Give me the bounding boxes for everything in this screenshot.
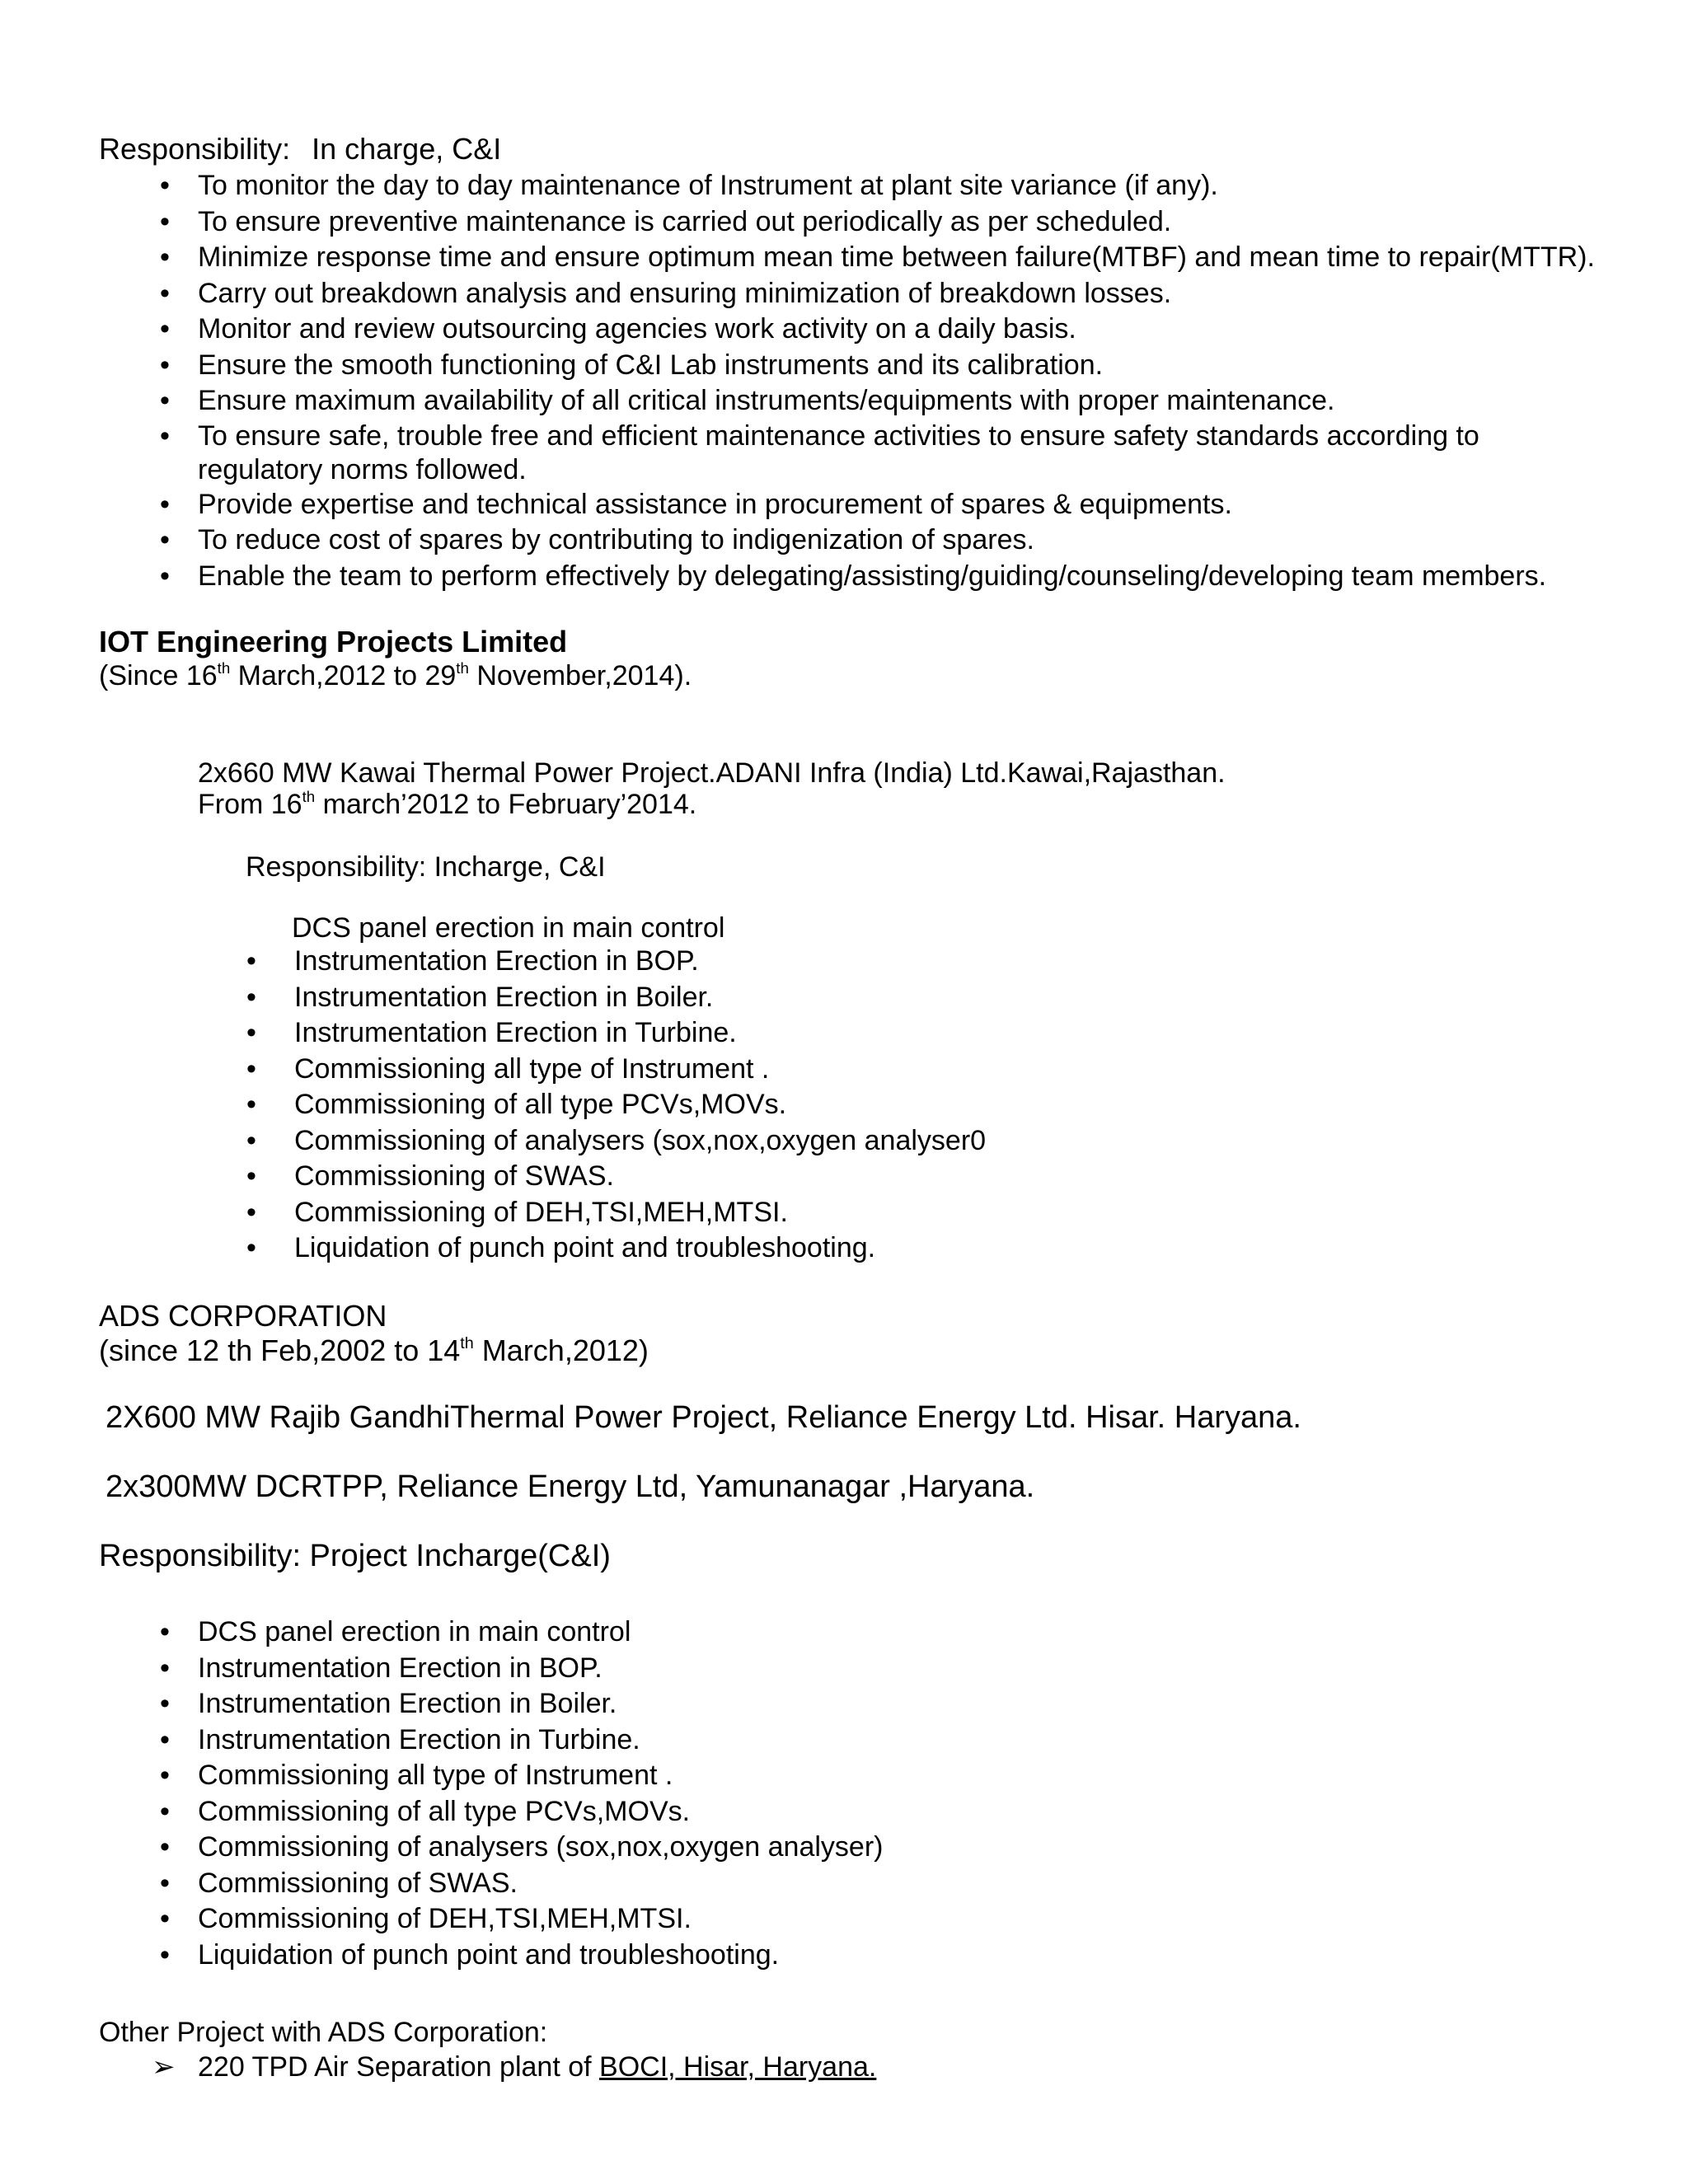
company-title-iot: IOT Engineering Projects Limited [99, 625, 568, 658]
list-item: • Ensure the smooth functioning of C&I Lab instruments and its calibration. [160, 349, 1104, 381]
responsibility-value: In charge, C&I [312, 132, 502, 166]
list-item: • Commissioning of analysers (sox,nox,oxygen analyser0 [246, 1124, 987, 1156]
list-item: • Commissioning all type of Instrument . [246, 1052, 770, 1085]
ads-period: (since 12 th Feb,2002 to 14th March,2012) [99, 1333, 649, 1367]
list-item: • To ensure preventive maintenance is carried out periodically as per scheduled. [160, 205, 1172, 237]
list-item: • To monitor the day to day maintenance of Instrument at plant site variance (if any). [160, 170, 1218, 201]
list-item: • Commissioning all type of Instrument . [160, 1760, 673, 1791]
iot-project: 2x660 MW Kawai Thermal Power Project.ADANI Infra (India) Ltd.Kawai,Rajasthan. [198, 757, 1226, 789]
responsibility-list [160, 168, 1595, 594]
ads-project-2: 2x300MW DCRTPP, Reliance Energy Ltd, Yamunanagar ,Haryana. [106, 1469, 1035, 1504]
list-item: • Commissioning of DEH,TSI,MEH,MTSI. [160, 1903, 692, 1934]
list-item: • Enable the team to perform effectively by delegating/assisting/guiding/counseling/developing team members. [160, 560, 1547, 592]
ads-list [160, 1615, 884, 1973]
iot-project-dates: From 16th march’2012 to February’2014. [198, 787, 697, 820]
iot-responsibility: Responsibility: Incharge, C&I [246, 851, 606, 883]
list-item: • Instrumentation Erection in Turbine. [246, 1017, 737, 1048]
other-project-item: ➢ 220 TPD Air Separation plant of BOCI, Hisar, Haryana. [152, 2051, 877, 2083]
other-projects-heading: Other Project with ADS Corporation: [99, 2017, 548, 2048]
list-item: • Provide expertise and technical assistance in procurement of spares & equipments. [160, 488, 1232, 520]
list-item: • Commissioning of SWAS. [246, 1160, 614, 1192]
ads-project-1: 2X600 MW Rajib GandhiThermal Power Project, Reliance Energy Ltd. Hisar. Haryana. [106, 1400, 1301, 1435]
other-project-location: BOCI, Hisar, Haryana. [599, 2051, 877, 2083]
list-item: • Commissioning of all type PCVs,MOVs. [246, 1089, 787, 1120]
list-item: • Commissioning of DEH,TSI,MEH,MTSI. [246, 1196, 788, 1228]
list-item: • Instrumentation Erection in Turbine. [160, 1723, 640, 1755]
iot-list [246, 944, 987, 1267]
list-item: • Ensure maximum availability of all critical instruments/equipments with proper maintenance. [160, 385, 1335, 416]
list-item: • Minimize response time and ensure optimum mean time between failure(MTBF) and mean time to repair(MTTR). [160, 241, 1595, 273]
list-item: • Instrumentation Erection in Boiler. [160, 1688, 617, 1719]
iot-first-item: DCS panel erection in main control [292, 912, 725, 944]
company-title-ads: ADS CORPORATION [99, 1299, 387, 1333]
list-item: • Instrumentation Erection in BOP. [246, 945, 699, 977]
ads-responsibility: Responsibility: Project Incharge(C&I) [99, 1539, 611, 1573]
arrow-bullet-icon: ➢ [152, 2051, 176, 2083]
list-item: • To reduce cost of spares by contributing to indigenization of spares. [160, 524, 1034, 555]
iot-period: (Since 16th March,2012 to 29th November,2014). [99, 658, 692, 691]
responsibility-label: Responsibility: [99, 132, 291, 166]
list-item: • Monitor and review outsourcing agencies work activity on a daily basis. [160, 313, 1076, 344]
list-item: • DCS panel erection in main control [160, 1616, 631, 1647]
list-item: • Instrumentation Erection in BOP. [160, 1652, 603, 1684]
list-item: • Carry out breakdown analysis and ensuring minimization of breakdown losses. [160, 277, 1172, 309]
responsibility-heading [99, 132, 501, 166]
list-item: • Commissioning of analysers (sox,nox,oxygen analyser) [160, 1831, 884, 1863]
list-item: • Instrumentation Erection in Boiler. [246, 981, 714, 1013]
list-item: • Liquidation of punch point and troubleshooting. [160, 1938, 780, 1971]
list-item: • Commissioning of all type PCVs,MOVs. [160, 1795, 691, 1827]
list-item: • Liquidation of punch point and troubleshooting. [246, 1232, 876, 1263]
list-item-continuation: regulatory norms followed. [198, 453, 527, 485]
list-item: • Commissioning of SWAS. [160, 1867, 518, 1899]
list-item: • To ensure safe, trouble free and efficient maintenance activities to ensure safety standards according to [160, 419, 1479, 452]
